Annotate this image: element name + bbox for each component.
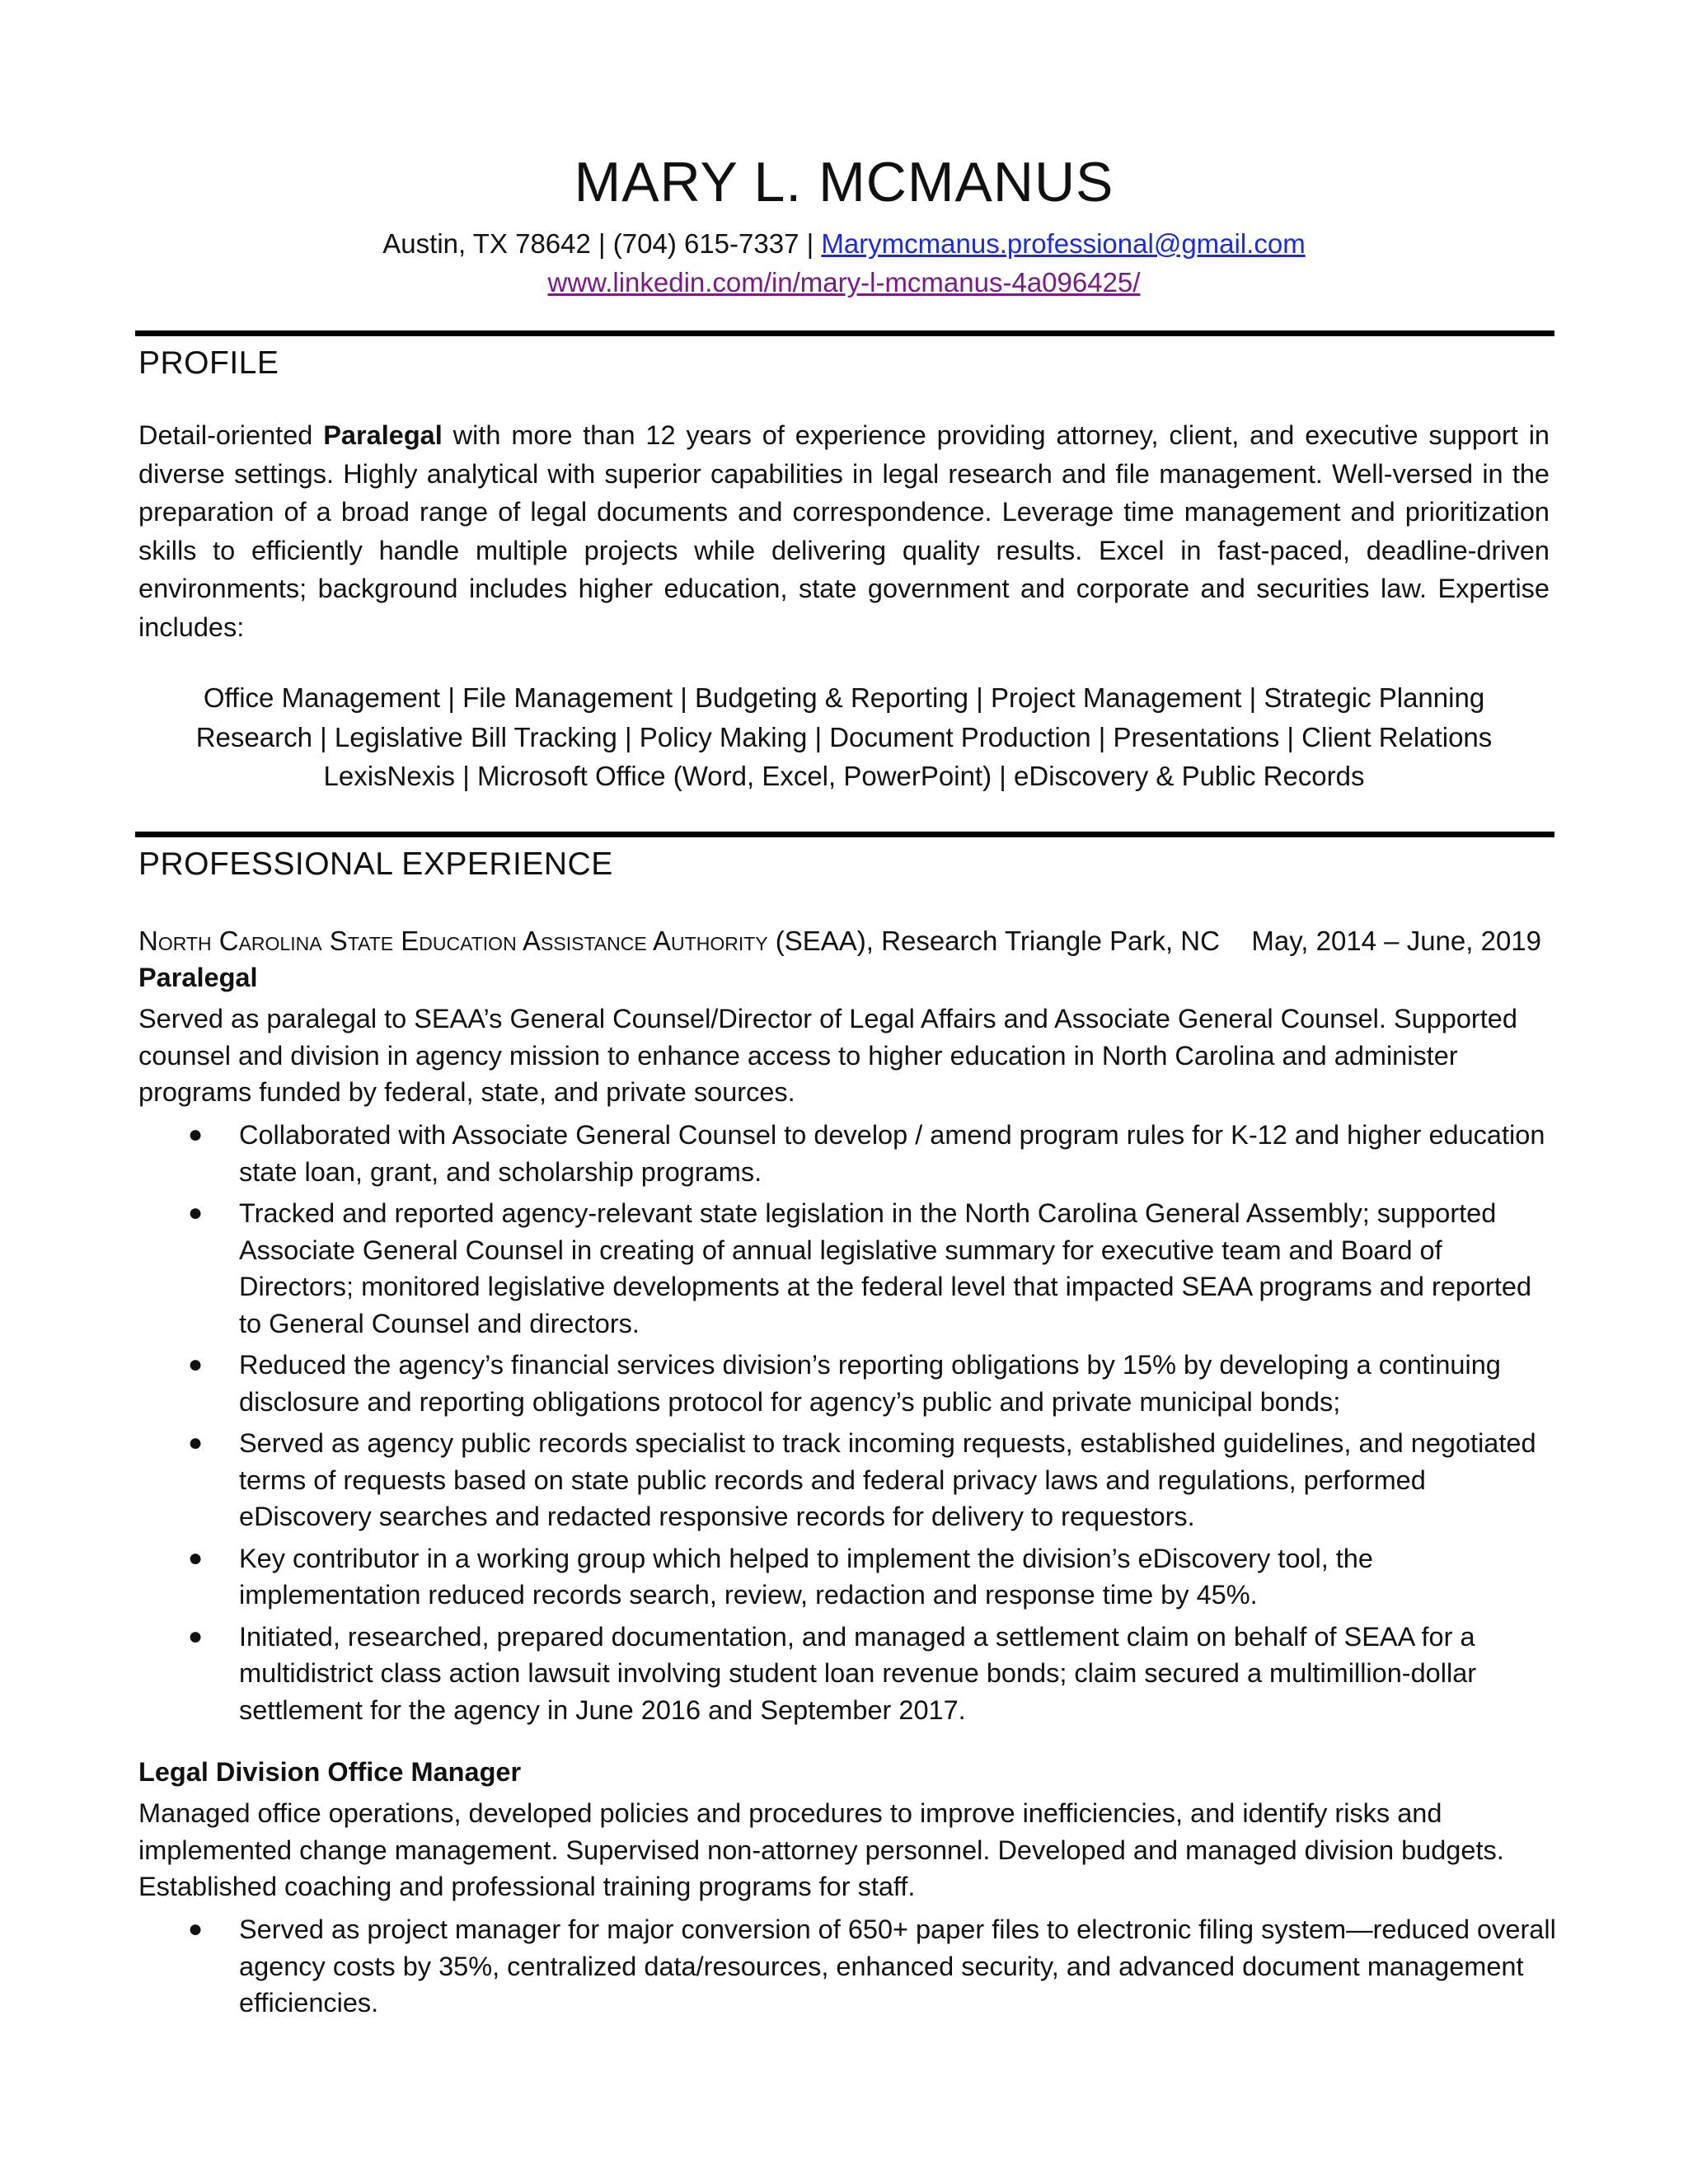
bullet-icon: ● xyxy=(188,1199,204,1226)
achievement-text: Tracked and reported agency-relevant state legislation in the North Carolina General Assembly; supported Associate General Counsel in creating of annual legislative summary for executive team and Board of Directors; monitored legislative developments at the federal level that impacted SEAA programs and reported to General Counsel and directors. xyxy=(239,1198,1532,1338)
role-description: Managed office operations, developed policies and procedures to improve inefficiencies, and identify risks and implemented change management. Supervised non-attorney personnel. Developed and managed division budgets. Established coaching and professional training programs for staff. xyxy=(138,1798,1504,1901)
bullet-icon: ● xyxy=(188,1351,204,1378)
achievement-item xyxy=(138,1195,1556,1342)
achievement-list xyxy=(138,1911,1556,2027)
contact-line xyxy=(0,224,1688,264)
employer-location: (SEAA), Research Triangle Park, NC xyxy=(767,926,1220,956)
achievement-item xyxy=(138,1619,1556,1729)
achievement-item xyxy=(138,1347,1556,1420)
profile-heading: PROFILE xyxy=(138,345,279,381)
achievement-text: Initiated, researched, prepared documentation, and managed a settlement claim on behalf of SEAA for a multidistrict class action lawsuit involving student loan revenue bonds; claim secured a multimillion-dollar settlement for the agency in June 2016 and September 2017. xyxy=(239,1621,1477,1725)
achievement-text: Served as agency public records specialist to track incoming requests, established guidelines, and negotiated terms of requests based on state public records and federal privacy laws and regulations, performed eDiscovery searches and redacted responsive records for delivery to requestors. xyxy=(239,1428,1536,1531)
section-divider xyxy=(135,832,1554,837)
section-divider xyxy=(135,330,1554,336)
bullet-icon: ● xyxy=(188,1429,204,1456)
candidate-name: MARY L. MCMANUS xyxy=(574,151,1114,213)
expertise-line: Research | Legislative Bill Tracking | Policy Making | Document Production | Presentations | Client Relations xyxy=(195,721,1493,752)
linkedin-line xyxy=(0,263,1688,302)
role-title: Paralegal xyxy=(138,963,258,992)
achievement-list xyxy=(138,1117,1556,1733)
expertise-line: LexisNexis | Microsoft Office (Word, Excel, PowerPoint) | eDiscovery & Public Records xyxy=(323,761,1365,791)
achievement-item xyxy=(138,1911,1556,2022)
email-link[interactable]: Marymcmanus.professional@gmail.com xyxy=(821,228,1306,259)
achievement-item xyxy=(138,1425,1556,1535)
achievement-text: Served as project manager for major conversion of 650+ paper files to electronic filing system—reduced overall agency costs by 35%, centralized data/resources, enhanced security, and advanced document management efficiencies. xyxy=(239,1915,1556,2018)
employment-dates: May, 2014 – June, 2019 xyxy=(1251,926,1541,956)
role-title: Legal Division Office Manager xyxy=(138,1757,522,1787)
role-description: Served as paralegal to SEAA’s General Counsel/Director of Legal Affairs and Associate General Counsel. Supported counsel and division in agency mission to enhance access to higher education in North Carolina and administer programs funded by federal, state, and private sources. xyxy=(138,1004,1517,1107)
achievement-item xyxy=(138,1540,1556,1614)
bullet-icon: ● xyxy=(188,1121,204,1148)
expertise-list xyxy=(0,678,1688,796)
achievement-text: Reduced the agency’s financial services division’s reporting obligations by 15% by developing a continuing disclosure and reporting obligations protocol for agency’s public and private municipal bonds; xyxy=(239,1350,1501,1417)
linkedin-link[interactable]: www.linkedin.com/in/mary-l-mcmanus-4a096425/ xyxy=(547,267,1141,298)
achievement-text: Collaborated with Associate General Counsel to develop / amend program rules for K-12 and higher education state loan, grant, and scholarship programs. xyxy=(239,1120,1545,1187)
job-header xyxy=(138,921,1550,961)
profile-summary xyxy=(138,416,1550,646)
employer-name: North Carolina State Education Assistance Authority xyxy=(138,926,768,956)
achievement-text: Key contributor in a working group which helped to implement the division’s eDiscovery tool, the implementation reduced records search, review, redaction and response time by 45%. xyxy=(239,1543,1373,1610)
bullet-icon: ● xyxy=(188,1915,204,1943)
experience-heading: PROFESSIONAL EXPERIENCE xyxy=(138,846,613,882)
summary-body: with more than 12 years of experience providing attorney, client, and executive support in diverse settings. Highly analytical with superior capabilities in legal research and file management. Well-versed in the preparation of a broad range of legal documents and correspondence. Leverage time management and prioritization skills to efficiently handle multiple projects while delivering quality results. Excel in fast-paced, deadline-driven environments; background includes higher education, state government and corporate and securities law. Expertise includes: xyxy=(138,420,1550,642)
bullet-icon: ● xyxy=(188,1544,204,1572)
summary-bold-title: Paralegal xyxy=(323,420,443,450)
bullet-icon: ● xyxy=(188,1622,204,1650)
expertise-line: Office Management | File Management | Budgeting & Reporting | Project Management | Strategic Planning xyxy=(203,682,1485,713)
summary-lead: Detail-oriented xyxy=(138,420,324,450)
achievement-item xyxy=(138,1117,1556,1190)
location-phone: Austin, TX 78642 | (704) 615-7337 | xyxy=(382,228,822,259)
